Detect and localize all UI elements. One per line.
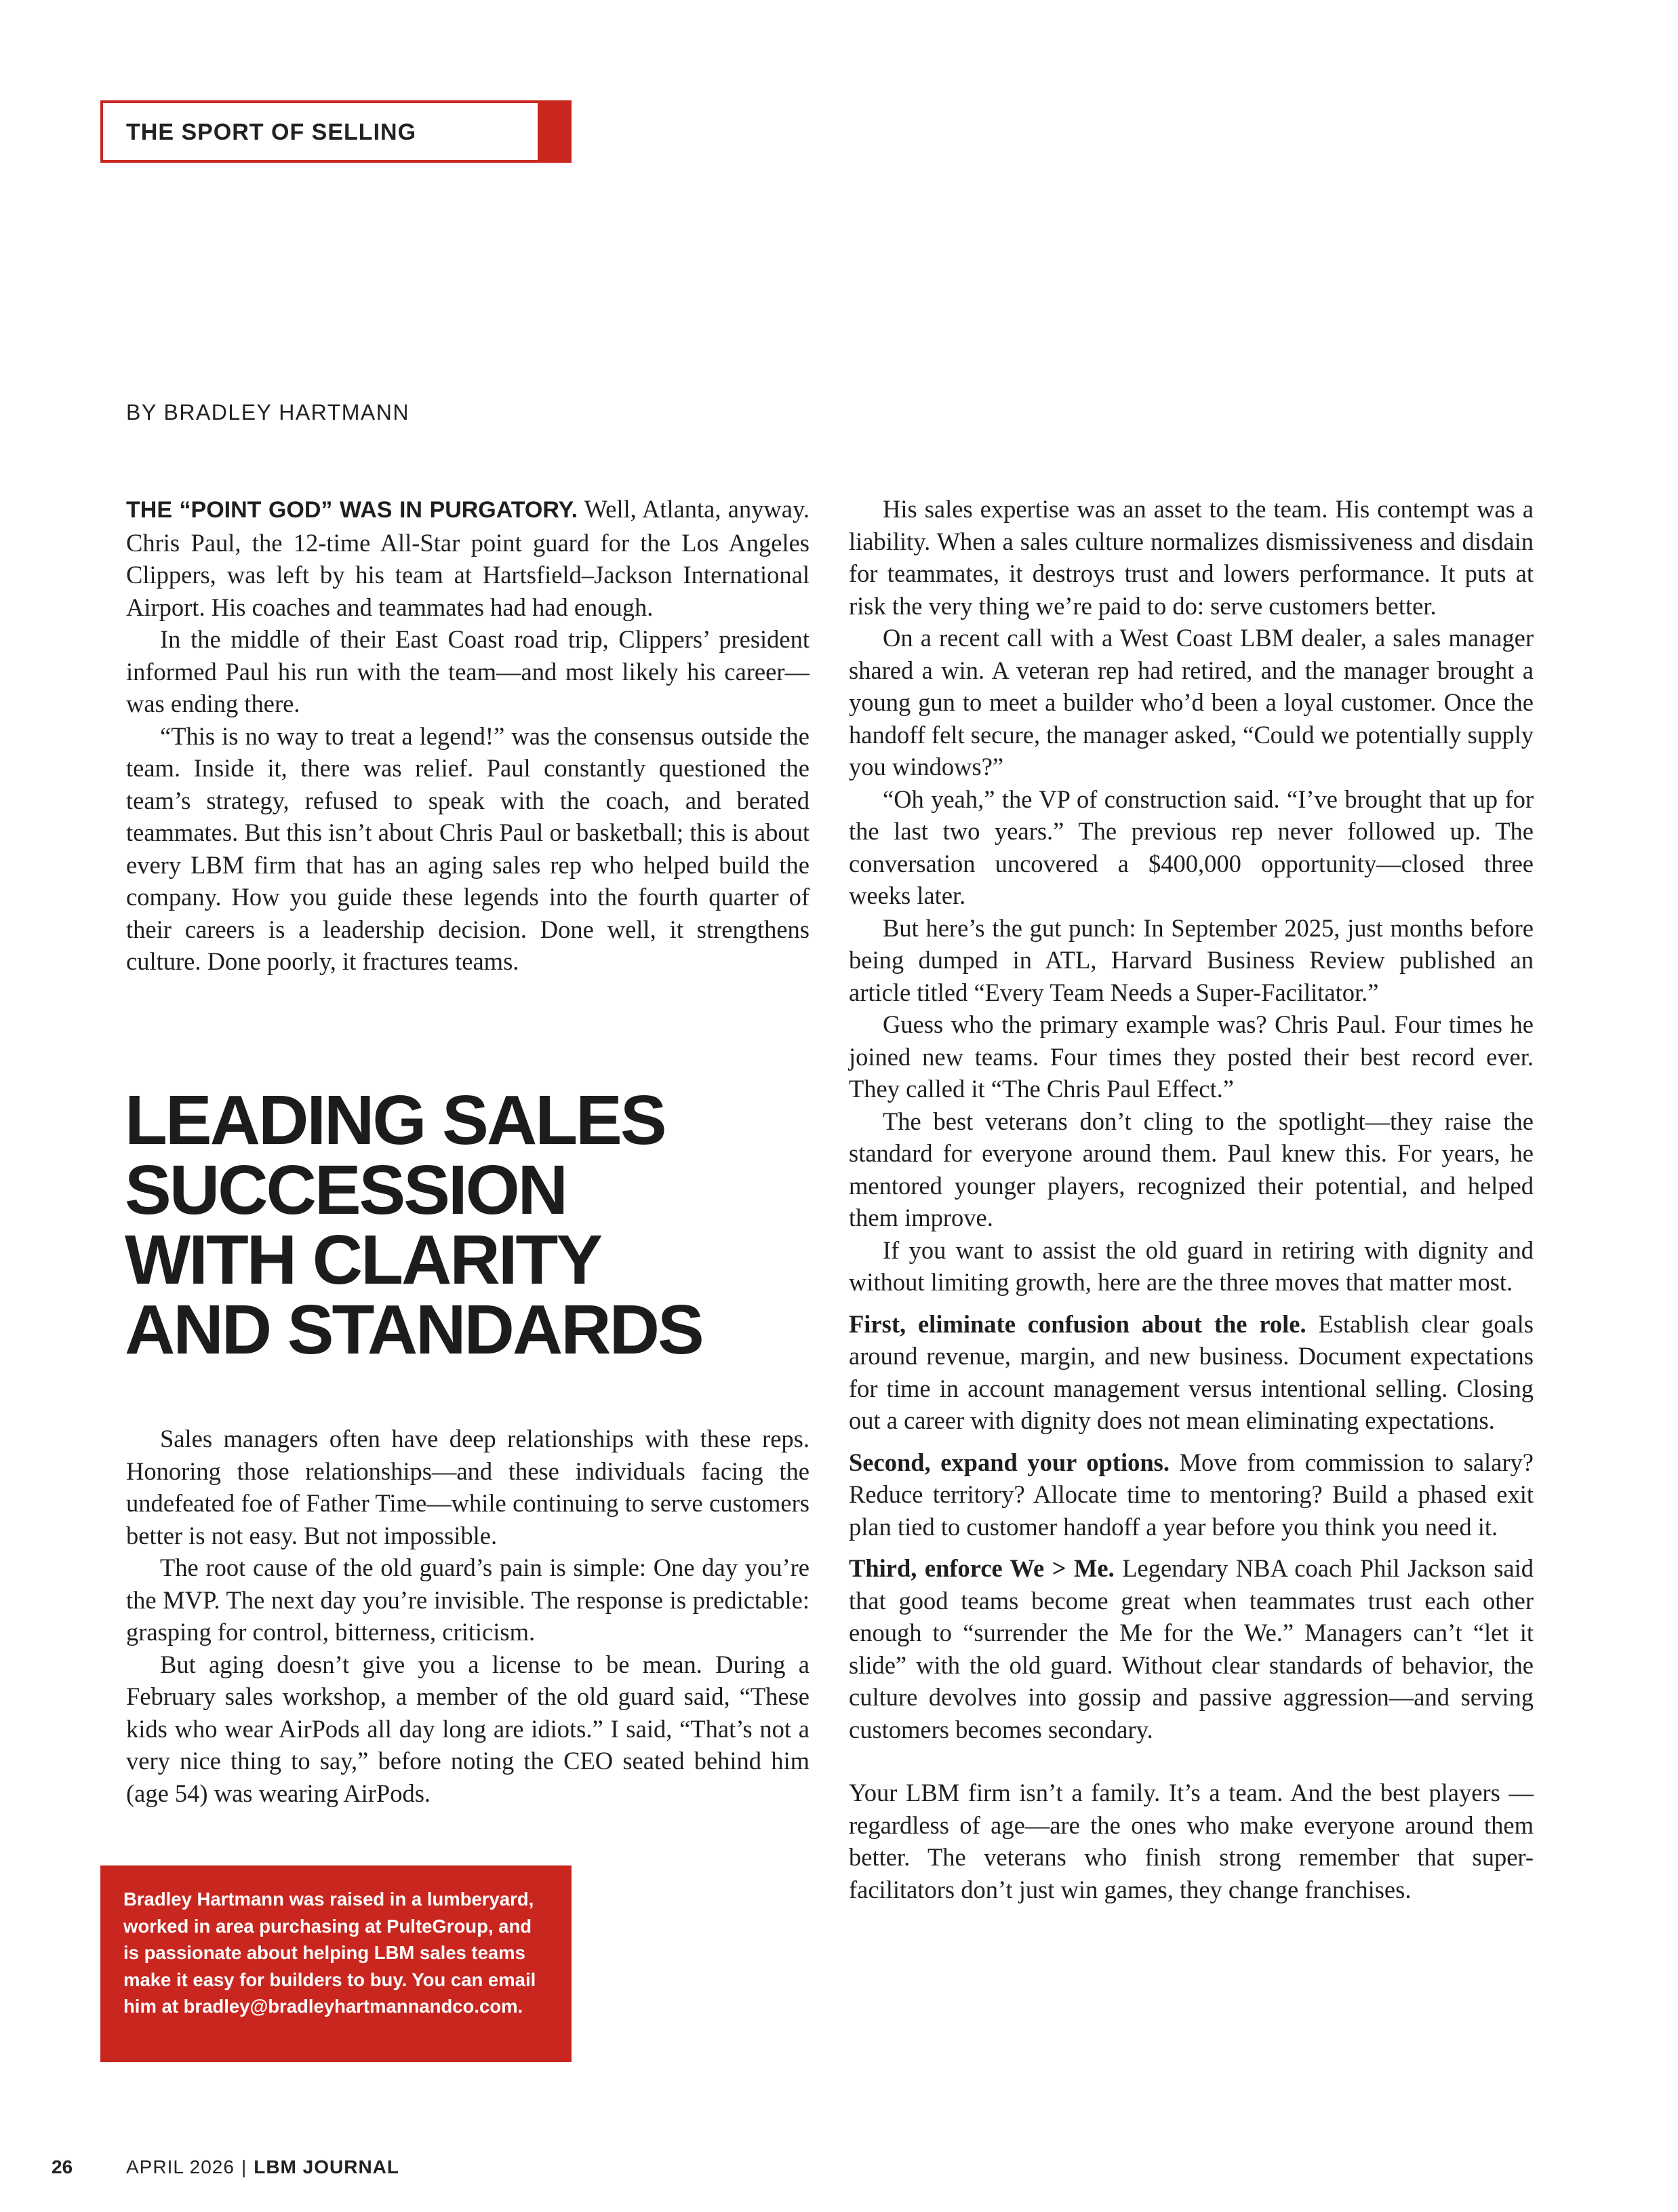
article-headline: [125, 1081, 837, 1368]
intro-lead: THE “POINT GOD” WAS IN PURGATORY.: [126, 497, 578, 523]
magazine-name: LBM JOURNAL: [254, 2156, 399, 2177]
intro-paragraph-3: “This is no way to treat a legend!” was the consensus outside the team. Inside it, there was relief. Paul constantly questioned the team’s strategy, refused to speak with the coach, and berated teammates. But this isn’t about Chris Paul or basketball; this is about every LBM firm that has an aging sales rep who helped build the company. How you guide these legends into the fourth quarter of their careers is a leadership decision. Done well, it strengthens culture. Done poorly, it fractures teams.: [126, 722, 810, 975]
intro-paragraph: [126, 493, 810, 623]
section-tag-label: THE SPORT OF SELLING: [126, 119, 417, 145]
author-bio-box: [100, 1865, 572, 2062]
body-paragraph: But here’s the gut punch: In September 2025, just months before being dumped in ATL, Harvard Business Review published an article titled “Every Team Needs a Super-Facilitator.”: [849, 913, 1534, 1006]
move-third-lead: Third, enforce We > Me.: [849, 1554, 1115, 1582]
move-second-text: Move from commission to salary? Reduce territory? Allocate time to mentoring? Build a phased exit plan tied to customer handoff a year before you think you need it.: [849, 1448, 1534, 1541]
issue-info: [126, 2156, 399, 2178]
body-paragraph: “Oh yeah,” the VP of construction said. “I’ve brought that up for the last two years.” The previous rep never followed up. The conversation uncovered a $400,000 opportunity—closed three weeks later.: [849, 785, 1534, 909]
intro-lead-rest: Well, Atlanta, anyway. Chris Paul, the 12-time All-Star point guard for the Los Angeles Clippers, was left by his team at Hartsfield–Jackson International Airport. His coaches and teammates had had enough.: [126, 495, 810, 621]
left-body-column: [126, 1423, 810, 1809]
headline-line: WITH CLARITY: [125, 1221, 601, 1299]
body-paragraph: If you want to assist the old guard in retiring with dignity and without limiting growth, here are the three moves that matter most.: [849, 1236, 1534, 1296]
section-tag-accent-bar: [538, 100, 572, 163]
right-body-column: [849, 493, 1534, 1905]
section-tag: [100, 100, 572, 163]
headline-line: AND STANDARDS: [125, 1290, 702, 1368]
body-paragraph: On a recent call with a West Coast LBM dealer, a sales manager shared a win. A veteran rep had retired, and the manager brought a young gun to meet a builder who’d been a loyal customer. Once the handoff felt secure, the manager asked, “Could we potentially supply you windows?”: [849, 624, 1534, 781]
headline-line: LEADING SALES: [125, 1081, 665, 1159]
body-paragraph: His sales expertise was an asset to the team. His contempt was a liability. When a sales culture normalizes dismissiveness and disdain for teammates, it destroys trust and lowers performance. It puts at risk the very thing we’re paid to do: serve customers better.: [849, 495, 1534, 620]
body-paragraph: The root cause of the old guard’s pain is simple: One day you’re the MVP. The next day you’re invisible. The response is predictable: grasping for control, bitterness, criticism.: [126, 1554, 810, 1646]
body-paragraph: Sales managers often have deep relationships with these reps. Honoring those relationships—and these individuals facing the undefeated foe of Father Time—while continuing to serve customers better is not easy. But not impossible.: [126, 1425, 810, 1549]
move-third-text: Legendary NBA coach Phil Jackson said that good teams become great when teammates trust each other enough to “surrender the Me for the We.” Managers can’t “let it slide” with the old guard. Without clear standards of behavior, the culture devolves into gossip and passive aggression—and serving customers becomes secondary.: [849, 1554, 1534, 1743]
move-third: [849, 1552, 1534, 1745]
intro-paragraph-2: In the middle of their East Coast road trip, Clippers’ president informed Paul his run with the team—and most likely his career—was ending there.: [126, 625, 810, 717]
footer-separator: |: [241, 2156, 247, 2177]
move-first-text: Establish clear goals around revenue, margin, and new business. Document expectations for time in account management versus intentional selling. Closing out a career with dignity does not mean eliminating expectations.: [849, 1309, 1534, 1434]
move-second-lead: Second, expand your options.: [849, 1448, 1170, 1476]
byline: BY BRADLEY HARTMANN: [126, 400, 409, 424]
page-number: 26: [52, 2156, 73, 2177]
intro-column: [126, 493, 810, 978]
author-bio-text: Bradley Hartmann was raised in a lumberyard, worked in area purchasing at PulteGroup, and is passionate about helping LBM sales teams make it easy for builders to buy. You can email him at bradley@bradleyhartmannandco.com.: [123, 1889, 536, 2017]
issue-date: APRIL 2026: [126, 2156, 235, 2177]
headline-line: SUCCESSION: [125, 1151, 567, 1229]
move-first: [849, 1308, 1534, 1437]
body-paragraph: But aging doesn’t give you a license to be mean. During a February sales workshop, a member of the old guard said, “These kids who wear AirPods all day long are idiots.” I said, “That’s not a very nice thing to say,” before noting the CEO seated behind him (age 54) was wearing AirPods.: [126, 1650, 810, 1807]
closing-paragraph: Your LBM firm isn’t a family. It’s a team. And the best players —regardless of age—are the ones who make everyone around them better. The veterans who finish strong remember that super-facilitators don’t just win games, they change franchises.: [849, 1779, 1534, 1903]
body-paragraph: The best veterans don’t cling to the spotlight—they raise the standard for everyone around them. Paul knew this. For years, he mentored younger players, recognized their potential, and helped them improve.: [849, 1107, 1534, 1231]
move-first-lead: First, eliminate confusion about the role.: [849, 1309, 1306, 1338]
move-second: [849, 1446, 1534, 1543]
body-paragraph: Guess who the primary example was? Chris Paul. Four times he joined new teams. Four times they posted their best record ever. They called it “The Chris Paul Effect.”: [849, 1010, 1534, 1103]
